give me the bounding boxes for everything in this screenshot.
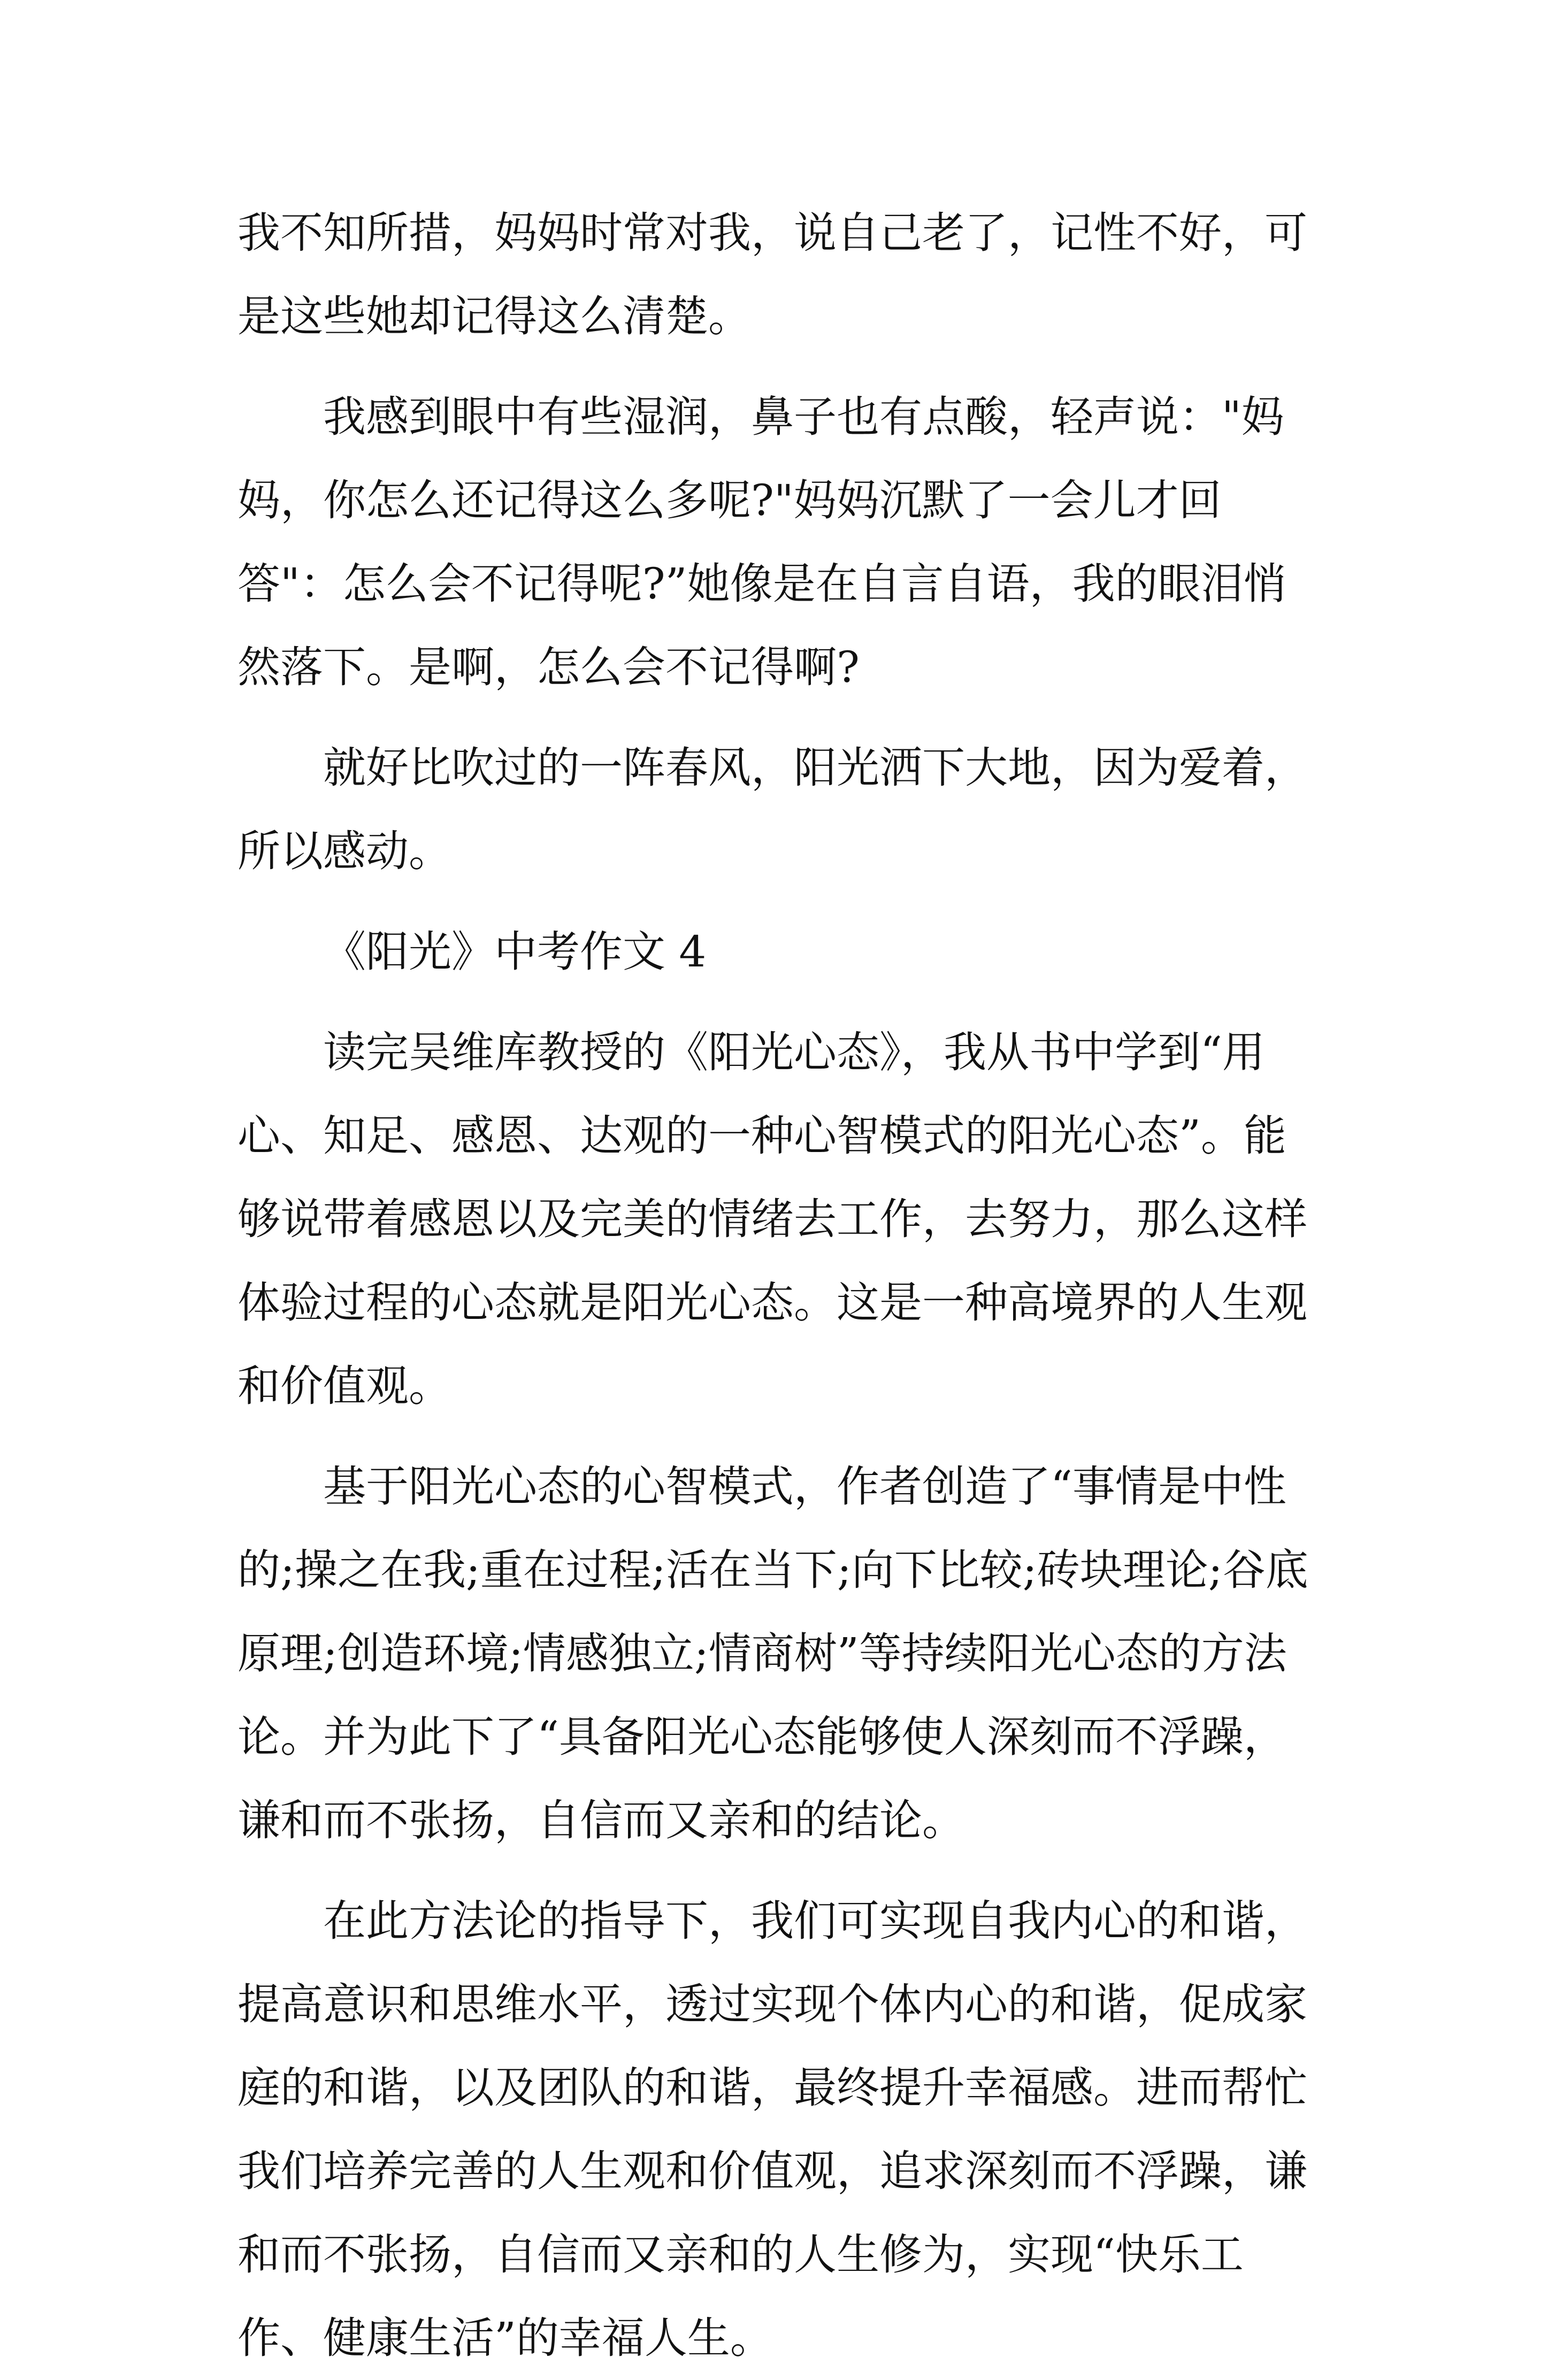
section-paragraph-intro: 读完吴维库教授的《阳光心态》，我从书中学到“用心、知足、感恩、达观的一种心智模式的阳光心态”。能够说带着感恩以及完美的情绪去工作，去努力，那么这样体验过程的心态就是阳光心态。这是一种高境界的人生观和价值观。	[237, 1027, 1307, 1411]
section-paragraph-conclusion: 在此方法论的指导下，我们可实现自我内心的和谐，提高意识和思维水平，透过实现个体内心的和谐，促成家庭的和谐，以及团队的和谐，最终提升幸福感。进而帮忙我们培养完善的人生观和价值观，追求深刻而不浮躁，谦和而不张扬，自信而又亲和的人生修为，实现“快乐工作、健康生活”的幸福人生。	[237, 1896, 1307, 2363]
paragraph-gap	[237, 1862, 1318, 1879]
paragraph-gap	[237, 358, 1318, 375]
paragraph-gap	[237, 709, 1318, 726]
paragraph-gap	[237, 994, 1318, 1011]
document-body	[237, 191, 1318, 2380]
paragraph-closing: 就好比吹过的一阵春风，阳光洒下大地，因为爱着，所以感动。	[237, 743, 1307, 876]
paragraph-gap	[237, 1428, 1318, 1445]
paragraph-dialogue: 我感到眼中有些湿润，鼻子也有点酸，轻声说："妈妈，你怎么还记得这么多呢?"妈妈沉默了一会儿才回答"：怎么会不记得呢?”她像是在自言自语，我的眼泪悄然落下。是啊，怎么会不记得啊?	[237, 392, 1286, 692]
paragraph-continuation: 我不知所措，妈妈时常对我，说自己老了，记性不好，可是这些她却记得这么清楚。	[237, 208, 1307, 341]
section-paragraph-method: 基于阳光心态的心智模式，作者创造了“事情是中性的;操之在我;重在过程;活在当下;向下比较;砖块理论;谷底原理;创造环境;情感独立;情商树”等持续阳光心态的方法论。并为此下了“具备阳光心态能够使人深刻而不浮躁，谦和而不张扬，自信而又亲和的结论。	[237, 1462, 1308, 1845]
paragraph-gap	[237, 893, 1318, 910]
section-title: 《阳光》中考作文 4	[323, 927, 707, 977]
